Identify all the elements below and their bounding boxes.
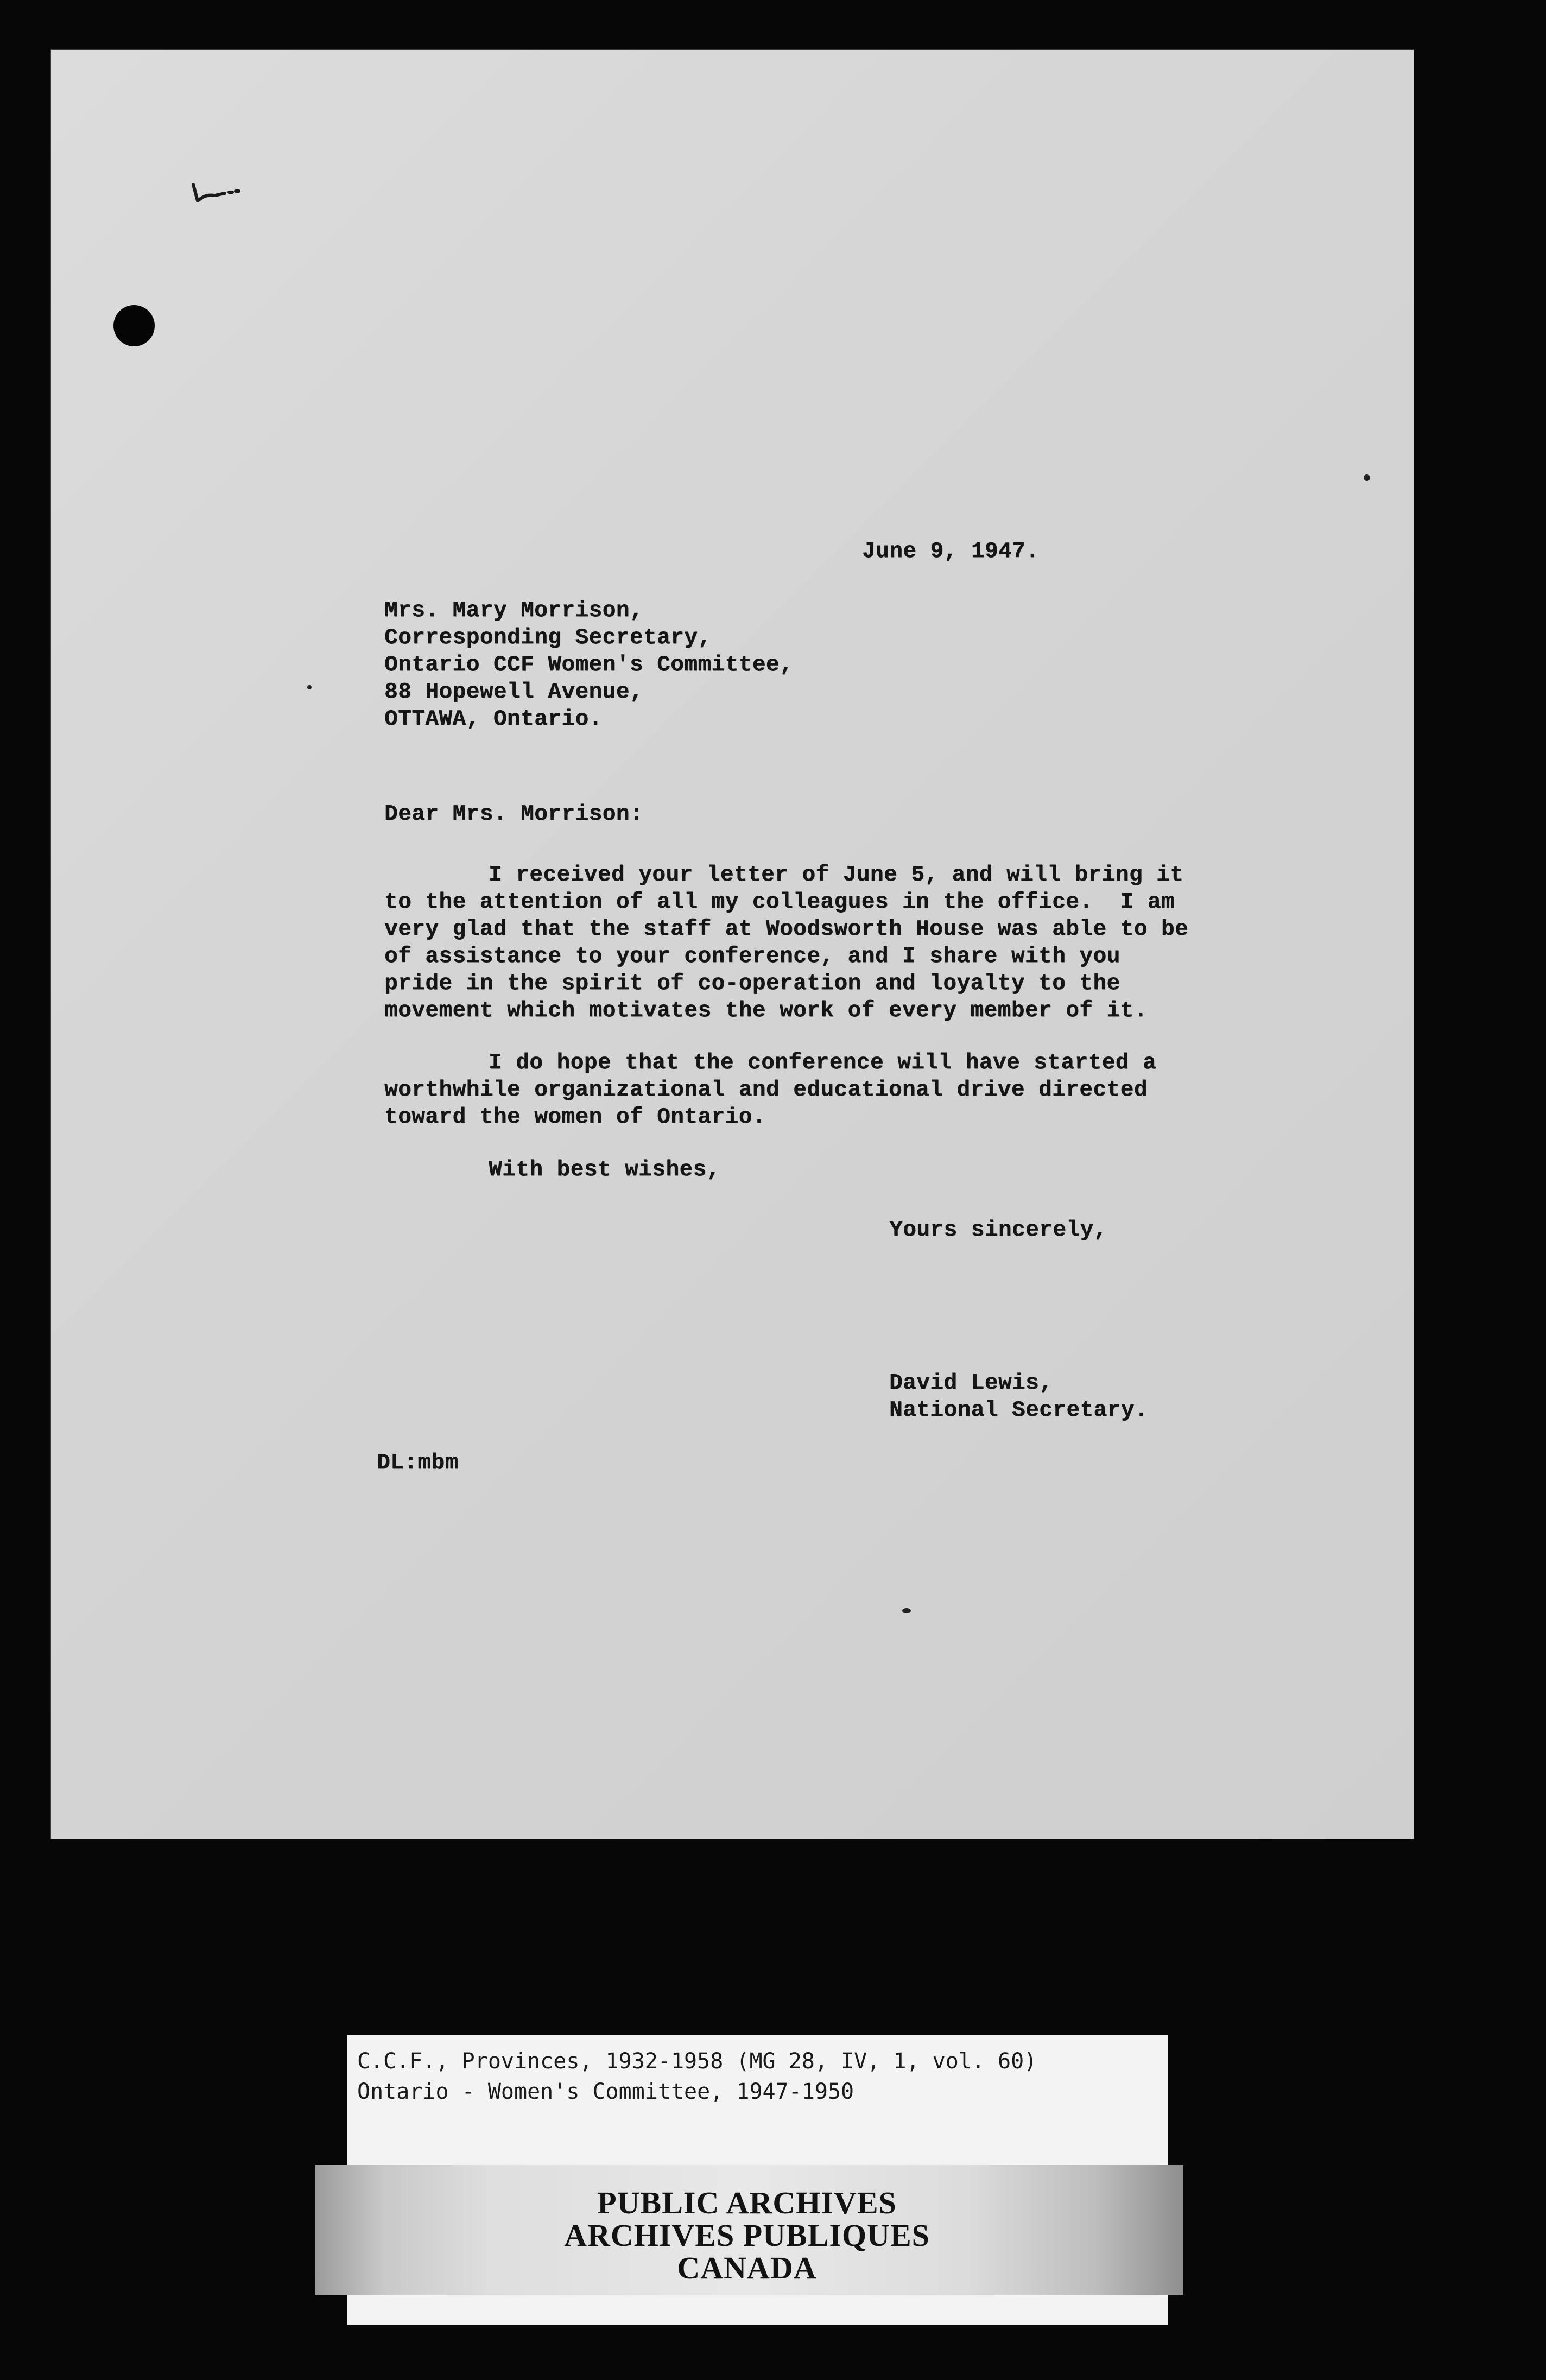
valediction: Yours sincerely, [889, 1218, 1107, 1243]
punch-hole [113, 305, 155, 346]
body-line: worthwhile organizational and educational drive directed [384, 1078, 1148, 1103]
archives-stamp [315, 2165, 1183, 2295]
body-line: very glad that the staff at Woodsworth House was able to be [384, 917, 1189, 942]
letter-page [51, 50, 1414, 1839]
body-line: to the attention of all my colleagues in the office. I am [384, 890, 1175, 915]
paper-speck [902, 1608, 911, 1613]
reference-initials: DL:mbm [377, 1451, 459, 1476]
body-line: toward the women of Ontario. [384, 1105, 766, 1130]
signer-title: National Secretary. [889, 1398, 1148, 1423]
paper-speck [1364, 474, 1370, 481]
stamp-line: CANADA [677, 2250, 817, 2286]
paper-speck [307, 685, 312, 689]
stamp-line: ARCHIVES PUBLIQUES [564, 2218, 930, 2253]
catalog-line: Ontario - Women's Committee, 1947-1950 [357, 2079, 854, 2104]
letter-date: June 9, 1947. [862, 539, 1040, 564]
address-line: Corresponding Secretary, [384, 625, 712, 650]
body-line: pride in the spirit of co-operation and loyalty to the [384, 971, 1120, 996]
address-line: Ontario CCF Women's Committee, [384, 653, 794, 678]
body-line: movement which motivates the work of every member of it. [384, 998, 1148, 1023]
ink-mark [143, 147, 241, 212]
salutation: Dear Mrs. Morrison: [384, 802, 643, 827]
address-line: 88 Hopewell Avenue, [384, 680, 643, 705]
address-line: OTTAWA, Ontario. [384, 707, 603, 732]
archive-label [347, 2035, 1168, 2325]
body-line: I do hope that the conference will have started a [489, 1050, 1157, 1075]
catalog-line: C.C.F., Provinces, 1932-1958 (MG 28, IV, 1, vol. 60) [357, 2049, 1037, 2074]
body-line: of assistance to your conference, and I share with you [384, 944, 1120, 969]
signer-name: David Lewis, [889, 1371, 1053, 1396]
address-line: Mrs. Mary Morrison, [384, 598, 643, 623]
stamp-line: PUBLIC ARCHIVES [597, 2185, 897, 2220]
closing-wish: With best wishes, [489, 1157, 720, 1182]
body-line: I received your letter of June 5, and will bring it [489, 863, 1184, 888]
